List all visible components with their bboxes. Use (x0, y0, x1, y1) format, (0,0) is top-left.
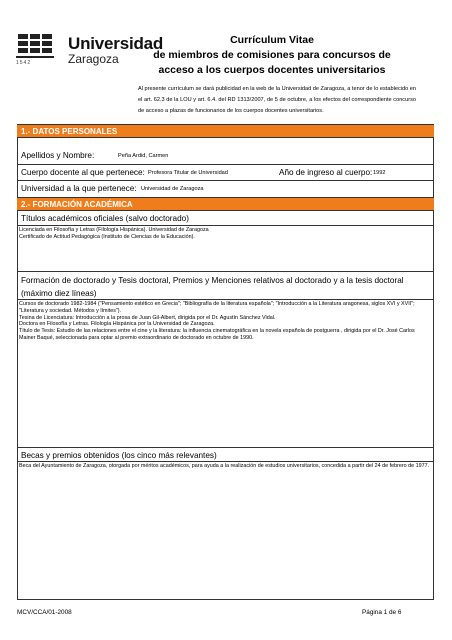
page-number: Página 1 de 6 (362, 609, 402, 616)
document-title (150, 33, 394, 78)
document-code: MCV/CCA/01-2008 (17, 609, 72, 616)
name-row (17, 138, 434, 165)
grants-label-text: Becas y premios obtenidos (21, 451, 120, 460)
title-line-2: de miembros de comisiones para concursos de (153, 49, 391, 61)
degrees-label: Títulos académicos oficiales (salvo doctorado) (21, 214, 189, 223)
section-2-header: 2.- FORMACIÓN ACADÉMICA (17, 197, 434, 211)
body-row (17, 165, 434, 181)
university-brand: Universidad (68, 34, 164, 53)
grants-text (17, 462, 434, 471)
grants-box[interactable] (17, 461, 434, 600)
univ-label: Universidad a la que pertenece: (21, 184, 137, 193)
degree-item: Licenciada en Filosofía y Letras (Filología Hispánica). Universidad de Zaragoza (19, 227, 209, 233)
univ-row (17, 181, 434, 197)
doctorate-item: Tesina de Licenciatura: Introducción a la prosa de Juan Gil-Albert, dirigida por el Dr. Agustín Sánchez Vidal. (19, 314, 276, 321)
university-year: 1542 (16, 60, 32, 66)
doctorate-item: Cursos de doctorado 1982-1984 ("Pensamiento estético en Grecia"; "Bibliografía de la literatura española"; "Introducción a la Literatura aragonesa, siglos XVI y XVII"; "Literatura y sociedad. Métodos y límites"). (19, 301, 415, 314)
body-value[interactable]: Profesora Titular de Universidad (148, 170, 228, 176)
grants-label-row (17, 448, 434, 462)
year-value[interactable]: 1992 (373, 170, 386, 176)
univ-value[interactable]: Universidad de Zaragoza (141, 186, 204, 192)
grant-item: Beca del Ayuntamiento de Zaragoza, otorgada por méritos académicos, para ayuda a la realización de estudios universitarios, concedida a partir del 24 de febrero de 1977. (19, 463, 430, 469)
degree-item: Certificado de Actitud Pedagógica (Instituto de Ciencias de la Educación). (19, 233, 195, 240)
grants-label-note: (los cinco más relevantes) (121, 451, 217, 460)
intro-paragraph: Al presente currículum se dará publicidad en la web de la Universidad de Zaragoza, a tenor de lo establecido en el art. 62.3 de la LOU y art. 6.4. del RD 1313/2007, de 5 de octubre, a los efectos del correspondiente concurso de acceso a plazas de funcionarios de los cuerpos docentes universitarios. (138, 86, 416, 115)
doctorate-item: Título de Tesis: Estudio de las relaciones entre el cine y la literatura: la influencia cinematográfica en la novela española de postguerra , dirigida por el Dr. José Carlos Mainer Baqué, seleccionada para optar al premio extraordinario de doctorado en octubre de 1990. (19, 328, 415, 341)
doctorate-box[interactable] (17, 299, 434, 448)
year-label: Año de ingreso al cuerpo: (279, 168, 373, 177)
degrees-label-row (17, 211, 434, 225)
body-label: Cuerpo docente al que pertenece: (21, 168, 145, 177)
doctorate-label-row (17, 272, 434, 300)
doctorate-item: Doctora en Filosofía y Letras. Filología Hispánica por la Universidad de Zaragoza. (19, 321, 215, 328)
degrees-box[interactable] (17, 225, 434, 272)
title-line-3: acceso a los cuerpos docentes universitarios (158, 64, 386, 76)
title-line-1: Currículum Vitae (230, 34, 314, 46)
section-1-header: 1.- DATOS PERSONALES (17, 124, 434, 138)
name-label: Apellidos y Nombre: (21, 151, 95, 160)
doctorate-text (17, 300, 434, 343)
grants-label (21, 451, 217, 460)
doctorate-label-note: (máximo diez líneas) (21, 289, 97, 298)
name-value[interactable]: Peña Ardid, Carmen (118, 153, 169, 159)
doctorate-label: Formación de doctorado y Tesis doctoral, Premios y Menciones relativos al doctorado y a la tesis doctoral (21, 276, 404, 285)
degrees-text (17, 226, 434, 242)
university-city: Zaragoza (68, 52, 119, 66)
